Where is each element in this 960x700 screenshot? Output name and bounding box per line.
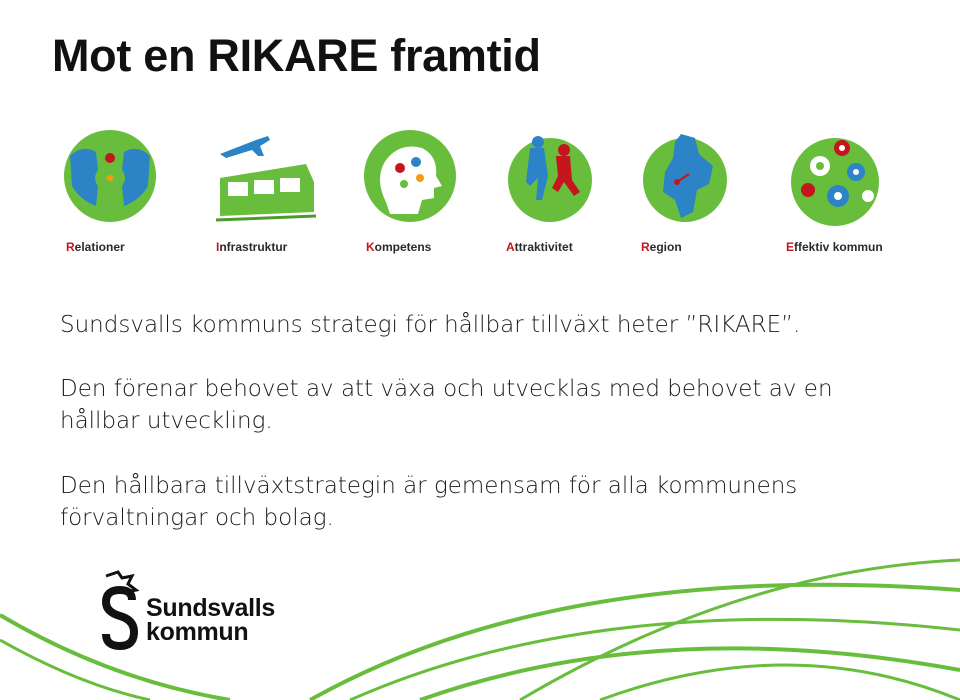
icon-label-relationer: Relationer: [66, 240, 125, 254]
strategy-icons: [52, 118, 902, 268]
train-plane-icon: [210, 126, 320, 226]
icon-label-infrastruktur: Infrastruktur: [216, 240, 288, 254]
icon-item-region: [627, 118, 762, 268]
icon-label-attraktivitet: Attraktivitet: [506, 240, 573, 254]
icon-label-region: Region: [641, 240, 682, 254]
logo-text-line-1: Sundsvalls: [146, 594, 275, 622]
icon-item-attraktivitet: [492, 118, 627, 268]
slide-title: Mot en RIKARE framtid: [52, 30, 541, 81]
icon-label-effektiv-kommun: Effektiv kommun: [786, 240, 883, 254]
icon-item-infrastruktur: [202, 118, 337, 268]
sundsvalls-kommun-logo: [98, 570, 308, 652]
icon-item-kompetens: [352, 118, 487, 268]
body-paragraph-3: Den hållbara tillväxtstrategin är gemensam för alla kommunens förvaltningar och bolag.: [60, 473, 798, 531]
jumping-people-icon: [500, 126, 600, 226]
body-paragraph-1: Sundsvalls kommuns strategi för hållbar tillväxt heter ”RIKARE”.: [60, 312, 801, 338]
body-paragraph-2: Den förenar behovet av att växa och utvecklas med behovet av en hållbar utveckling.: [60, 376, 833, 434]
icon-item-relationer: [52, 118, 187, 268]
map-icon: [635, 126, 735, 226]
faces-icon: [60, 126, 160, 226]
logo-text-line-2: kommun: [146, 618, 249, 646]
sundsvall-s-emblem-icon: [98, 570, 144, 652]
gears-icon: [780, 126, 890, 226]
icon-item-effektiv-kommun: [772, 118, 907, 268]
icon-label-kompetens: Kompetens: [366, 240, 432, 254]
head-ideas-icon: [360, 126, 460, 226]
